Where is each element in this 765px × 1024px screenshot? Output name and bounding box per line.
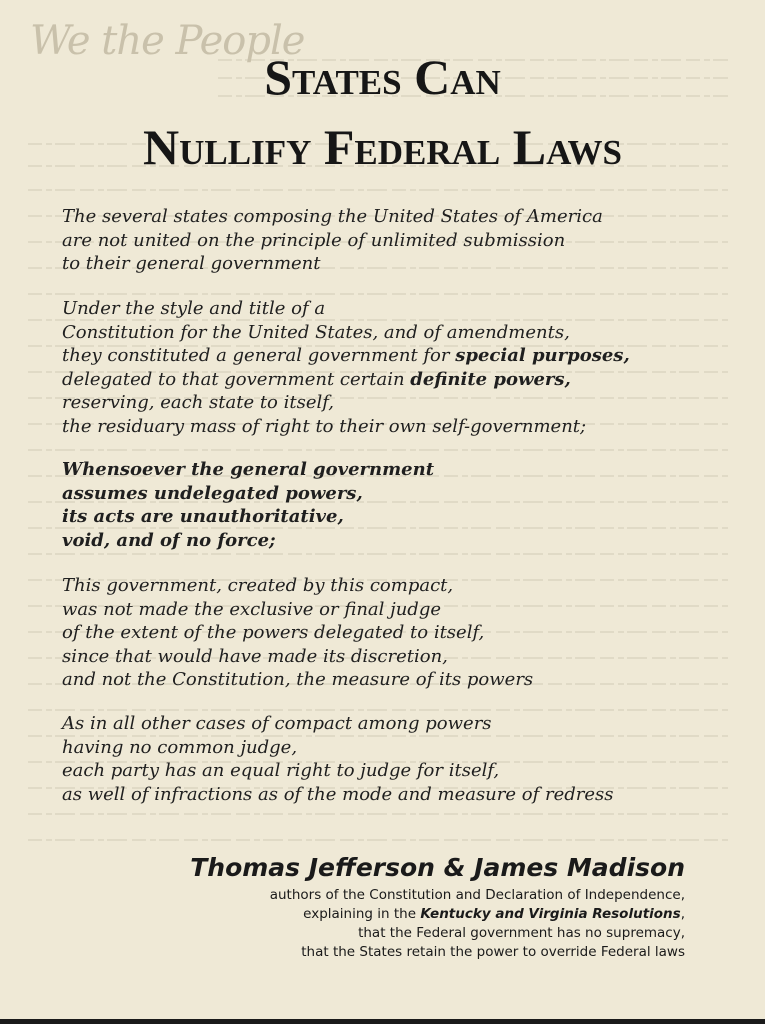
paragraph-1 [62, 205, 722, 276]
paragraph-line: the residuary mass of right to their own self-government; [62, 415, 587, 437]
attribution-credits [125, 886, 685, 962]
credit-line: authors of the Constitution and Declaration of Independence, [269, 887, 685, 903]
resolutions-emphasis: Kentucky and Virginia Resolutions [420, 906, 681, 922]
paragraph-line: having no common judge, [62, 736, 298, 758]
title-line-2: Nullify Federal Laws [143, 119, 622, 175]
paragraph-line: void, and of no force; [62, 529, 276, 551]
paragraph-line: assumes undelegated powers, [62, 482, 363, 504]
paragraph-line: was not made the exclusive or final judge [62, 598, 441, 620]
paragraph-line: This government, created by this compact, [62, 575, 454, 596]
paragraph-line: to their general government [62, 253, 321, 274]
signature-authors: Thomas Jefferson & James Madison [190, 853, 685, 882]
credit-line [125, 905, 685, 924]
credit-text: explaining in the [303, 906, 421, 922]
paragraph-line: and not the Constitution, the measure of its powers [62, 669, 534, 690]
paragraph-line: as well of infractions as of the mode and measure of redress [62, 783, 614, 805]
paragraph-line: since that would have made its discretion, [62, 645, 448, 667]
bottom-border [0, 1019, 765, 1024]
paragraph-5 [62, 712, 722, 806]
paragraph-line: The several states composing the United States of America [62, 206, 603, 227]
paragraph-line: of the extent of the powers delegated to itself, [62, 622, 485, 643]
paragraph-line: Constitution for the United States, and of amendments, [62, 321, 570, 343]
paragraph-line: each party has an equal right to judge for itself, [62, 760, 500, 781]
paragraph-3 [62, 458, 722, 552]
paragraph-line [62, 368, 722, 392]
paragraph-line: reserving, each state to itself, [62, 392, 334, 413]
paragraph-line: its acts are unauthoritative, [62, 506, 344, 527]
line-text: delegated to that government certain [62, 368, 411, 390]
we-the-people-watermark: We the People [30, 18, 305, 64]
paragraph-line: As in all other cases of compact among powers [62, 713, 492, 734]
paragraph-line [62, 344, 722, 368]
credit-line: that the States retain the power to override Federal laws [301, 944, 685, 960]
paragraph-line: Under the style and title of a [62, 298, 326, 319]
emphasis-definite-powers: definite powers, [410, 368, 571, 390]
line-text: they constituted a general government for [62, 345, 456, 366]
paragraph-line: Whensoever the general government [62, 459, 435, 480]
paragraph-2 [62, 297, 722, 438]
emphasis-special-purposes: special purposes, [455, 345, 630, 366]
paragraph-4 [62, 574, 722, 692]
credit-text: , [680, 906, 685, 922]
title-line-1: States Can [264, 49, 501, 105]
credit-line: that the Federal government has no supremacy, [358, 925, 685, 941]
paragraph-line: are not united on the principle of unlimited submission [62, 229, 566, 251]
